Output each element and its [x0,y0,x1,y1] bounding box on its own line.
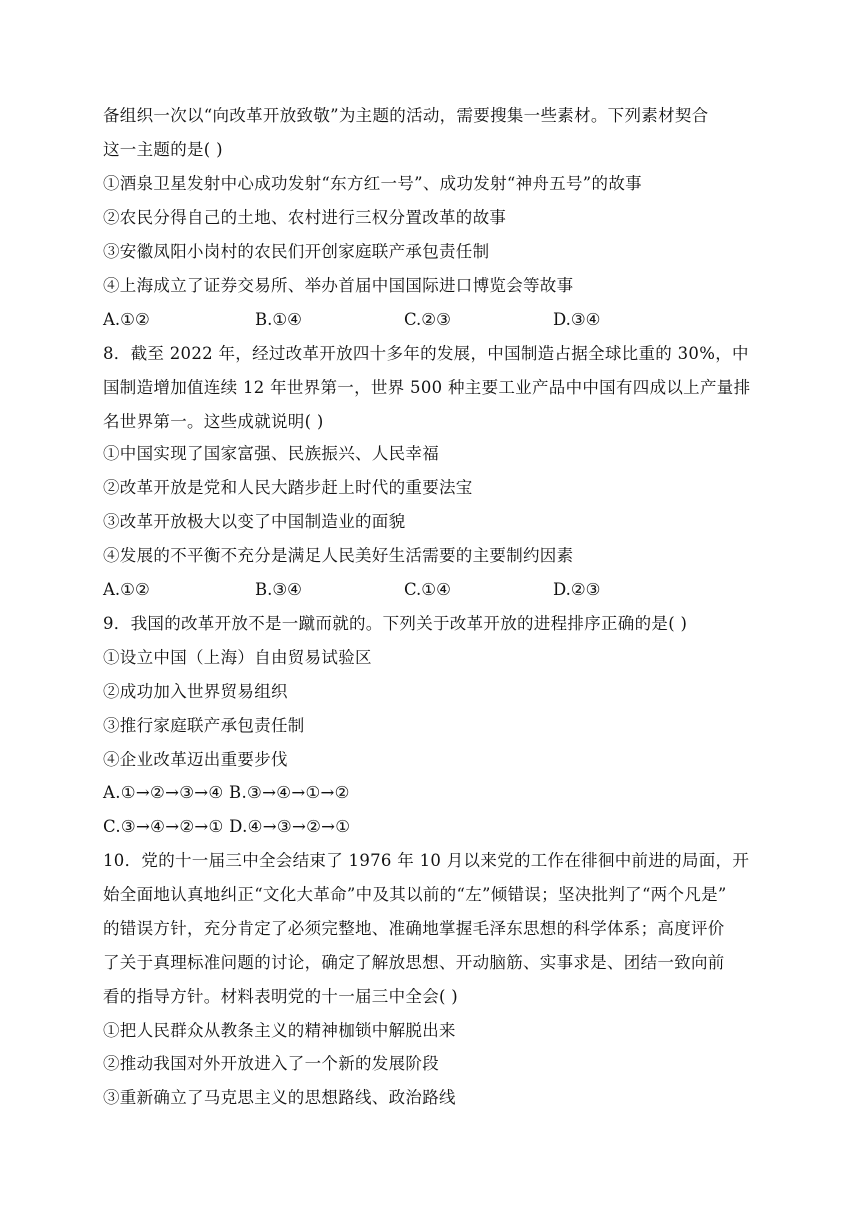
q9-item-3: ③推行家庭联产承包责任制 [103,716,305,735]
q8-item-3: ③改革开放极大以变了中国制造业的面貌 [103,512,406,531]
q8-stem-line-1: 8．截至 2022 年，经过改革开放四十多年的发展，中国制造占据全球比重的 30%，中 [103,344,749,363]
q7-option-d: D.③④ [553,310,601,329]
q8-item-2: ②改革开放是党和人民大踏步赶上时代的重要法宝 [103,478,473,497]
q8-option-b: B.③④ [255,580,302,599]
q7-item-3: ③安徽凤阳小岗村的农民们开创家庭联产承包责任制 [103,242,490,261]
q7-stem-line-2: 这一主题的是( ) [103,140,223,159]
q8-option-d: D.②③ [553,580,601,599]
q8-option-a: A.①② [103,580,150,599]
q8-stem-line-2: 国制造增加值连续 12 年世界第一，世界 500 种主要工业产品中中国有四成以上产量排 [103,378,751,397]
q7-option-a: A.①② [103,310,150,329]
q7-option-c: C.②③ [404,310,451,329]
q9-stem-line-1: 9．我国的改革开放不是一蹴而就的。下列关于改革开放的进程排序正确的是( ) [103,614,688,633]
q7-item-2: ②农民分得自己的土地、农村进行三权分置改革的故事 [103,208,507,227]
q9-item-2: ②成功加入世界贸易组织 [103,682,288,701]
q7-item-4: ④上海成立了证券交易所、举办首届中国国际进口博览会等故事 [103,276,574,295]
q8-item-4: ④发展的不平衡不充分是满足人民美好生活需要的主要制约因素 [103,546,574,565]
q7-option-b: B.①④ [255,310,302,329]
q9-options-row-1: A.①→②→③→④ B.③→④→①→② [103,783,350,802]
q10-stem-line-4: 了关于真理标准问题的讨论，确定了解放思想、开动脑筋、实事求是、团结一致向前 [103,953,725,972]
q8-stem-line-3: 名世界第一。这些成就说明( ) [103,412,324,431]
q7-stem-line-1: 备组织一次以“向改革开放致敬”为主题的活动，需要搜集一些素材。下列素材契合 [103,106,709,125]
q10-stem-line-1: 10．党的十一届三中全会结束了 1976 年 10 月以来党的工作在徘徊中前进的局面，开 [103,851,750,870]
q10-item-1: ①把人民群众从教条主义的精神枷锁中解脱出来 [103,1021,456,1040]
q9-item-1: ①设立中国（上海）自由贸易试验区 [103,648,372,667]
q10-stem-line-3: 的错误方针，充分肯定了必须完整地、准确地掌握毛泽东思想的科学体系；高度评价 [103,919,725,938]
q9-options-row-2: C.③→④→②→① D.④→③→②→① [103,817,351,836]
q8-item-1: ①中国实现了国家富强、民族振兴、人民幸福 [103,444,439,463]
q9-item-4: ④企业改革迈出重要步伐 [103,750,288,769]
q7-item-1: ①酒泉卫星发射中心成功发射“东方红一号”、成功发射“神舟五号”的故事 [103,174,642,193]
q10-stem-line-5: 看的指导方针。材料表明党的十一届三中全会( ) [103,987,459,1006]
q8-option-c: C.①④ [404,580,451,599]
q10-item-2: ②推动我国对外开放进入了一个新的发展阶段 [103,1054,439,1073]
q10-stem-line-2: 始全面地认真地纠正“文化大革命”中及其以前的“左”倾错误；坚决批判了“两个凡是” [103,885,727,904]
q10-item-3: ③重新确立了马克思主义的思想路线、政治路线 [103,1088,456,1107]
